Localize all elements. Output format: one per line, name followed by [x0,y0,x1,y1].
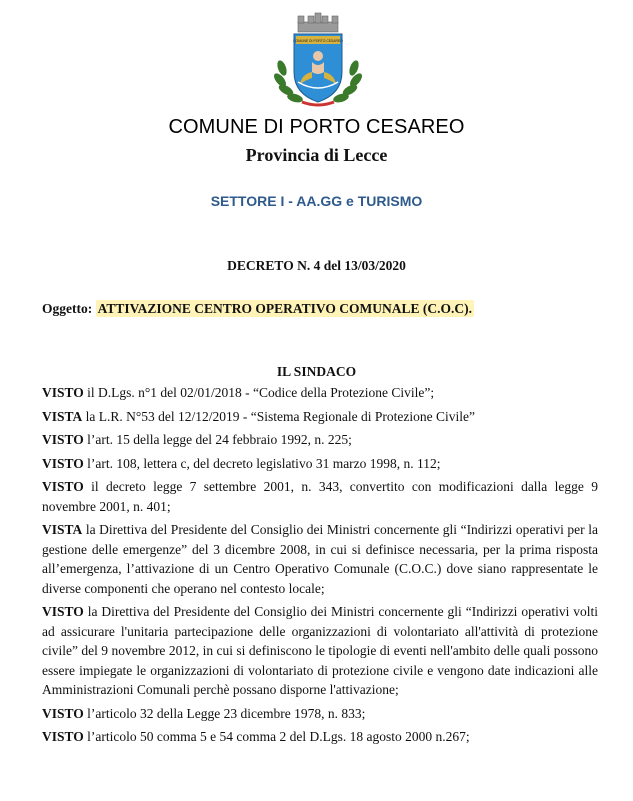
recital-lead: VISTO [42,455,84,471]
recital-lead: VISTO [42,385,84,400]
crest-banner-text: COMUNE DI PORTO CESAREO [293,39,343,43]
recital-lead: VISTO [42,705,84,721]
recital-text: l’articolo 32 della Legge 23 dicembre 1978, n. 833; [83,705,366,721]
recital-paragraph [42,520,598,598]
recital-text: l’art. 15 della legge del 24 febbraio 1992, n. 225; [83,432,352,447]
recital-lead: VISTO [42,479,84,494]
mayor-heading: IL SINDACO [276,364,357,379]
decree-number: DECRETO N. 4 del 13/03/2020 [227,258,406,273]
municipal-crest-icon [268,10,368,110]
recital-text: la Direttiva del Presidente del Consiglio dei Ministri concernente gli “Indirizzi operativi volti ad assicurare l'unitaria partecipazione delle organizzazioni di volontariato all'attività di protezione civile” del 9 novembre 2012, in cui si definiscono le tipologie di eventi nell'ambito delle quali possono essere impiegate le organizzazioni di volontariato di protezione civile e vengono date indicazioni alle Amministrazioni Comunali perchè possano disporne l'attivazione; [42,604,598,697]
subject-label: Oggetto: [42,301,93,316]
recital-paragraph [42,383,598,403]
recital-paragraph [42,477,598,516]
recital-text: la L.R. N°53 del 12/12/2019 - “Sistema Regionale di Protezione Civile” [82,408,475,424]
recital-text: l’articolo 50 comma 5 e 54 comma 2 del D.Lgs. 18 agosto 2000 n.267; [83,729,470,744]
recital-paragraph [42,407,598,427]
recital-lead: VISTA [42,408,83,424]
department-label: SETTORE I - AA.GG e TURISMO [210,193,423,209]
recital-lead: VISTO [42,729,84,744]
recital-paragraph [42,454,598,474]
recital-text: la Direttiva del Presidente del Consiglio dei Ministri concernente gli “Indirizzi operativi per la gestione delle emergenze” del 3 dicembre 2008, in cui si definisce necessaria, per la prima risposta all’emergenza, l’attivazione di un Centro Operativo Comunale (C.O.C.) dove siano rappresentate le diverse componenti che operano nel contesto locale; [42,522,598,596]
recital-paragraph [42,430,598,450]
subject-text: ATTIVAZIONE CENTRO OPERATIVO COMUNALE (C.O.C). [97,301,472,316]
recital-paragraph [42,727,598,747]
province-subtitle: Provincia di Lecce [245,145,388,165]
recital-text: il decreto legge 7 settembre 2001, n. 343, convertito con modificazioni dalla legge 9 novembre 2001, n. 401; [42,479,598,514]
subject-line [42,301,474,317]
recital-text: l’art. 108, lettera c, del decreto legislativo 31 marzo 1998, n. 112; [83,455,441,471]
recital-lead: VISTO [42,604,84,619]
decree-body [42,383,598,751]
recital-lead: VISTO [42,432,84,447]
recital-paragraph [42,602,598,700]
municipality-title: COMUNE DI PORTO CESAREO [168,116,465,138]
recital-text: il D.Lgs. n°1 del 02/01/2018 - “Codice della Protezione Civile”; [83,385,435,400]
recital-paragraph [42,704,598,724]
recital-lead: VISTA [42,522,83,537]
